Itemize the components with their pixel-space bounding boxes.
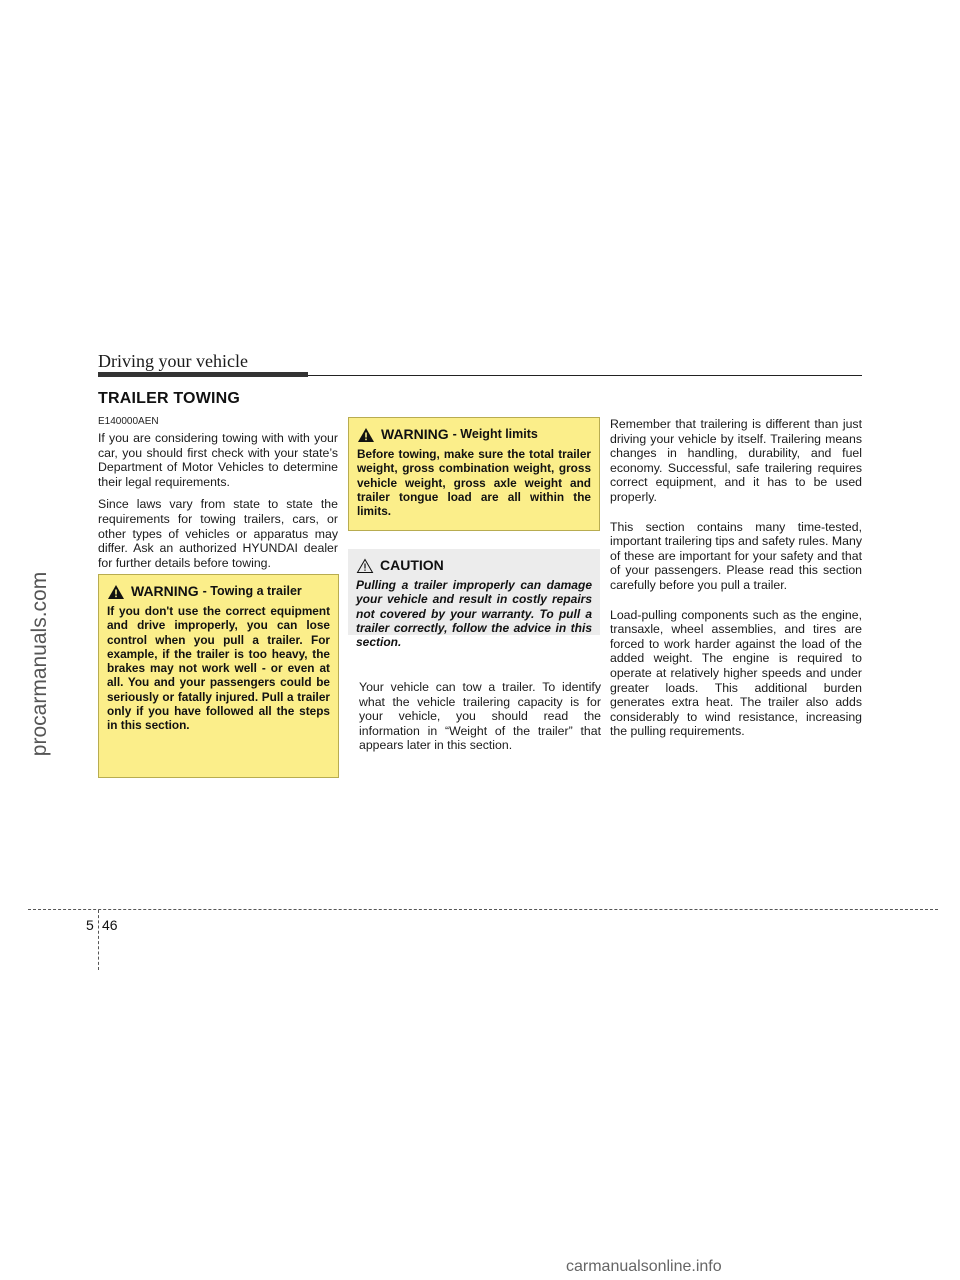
warning-body: Before towing, make sure the total trailer weight, gross combination weight, gross vehicle weight, gross axle weight and trailer tongue load are all within the limits. <box>357 447 591 519</box>
caution-body: Pulling a trailer improperly can damage your vehicle and result in costly repairs not covered by your warranty. To pull a trailer correctly, follow the advice in this section. <box>356 578 592 650</box>
caution-label: CAUTION <box>380 557 444 573</box>
trailering-text <box>610 417 862 754</box>
watermark-left: procarmanuals.com <box>28 571 51 757</box>
paragraph: Since laws vary from state to state the requirements for towing trailers, cars, or other types of vehicles or apparatus may differ. Ask an authorized HYUNDAI dealer for further details before towing. <box>98 497 338 570</box>
section-code: E140000AEN <box>98 416 159 427</box>
warning-triangle-icon <box>107 584 125 600</box>
footer-rule <box>28 909 938 910</box>
paragraph: This section contains many time-tested, important trailering tips and safety rules. Many of these are important for your safety and that of your passengers. Please read this section carefully before you pull a trailer. <box>610 519 862 592</box>
caution-box <box>348 549 600 650</box>
watermark-bottom: carmanualsonline.info <box>566 1258 722 1275</box>
warning-towing-box <box>98 574 339 778</box>
paragraph: Load-pulling components such as the engine, transaxle, wheel assemblies, and tires are forced to work harder against the load of the added weight. The engine is required to operate at relatively higher speeds and under greater loads. This additional burden generates extra heat. The trailer also adds considerably to wind resistance, increasing the pulling requirements. <box>610 607 862 739</box>
warning-weight-box <box>348 417 600 531</box>
warning-triangle-icon <box>357 427 375 443</box>
intro-text <box>98 431 338 578</box>
page-header-title: Driving your vehicle <box>98 351 248 371</box>
warning-body: If you don't use the correct equipment and drive improperly, you can lose control when you pull a trailer. For example, if the trailer is too heavy, the brakes may not work well - or even at all. You and your passengers could be seriously or fatally injured. Pull a trailer only if you have followed all the steps in this section. <box>107 604 330 733</box>
warning-label: WARNING <box>131 583 199 599</box>
paragraph: If you are considering towing with with your car, you should first check with your state’s Department of Motor Vehicles to determine their legal requirements. <box>98 431 338 489</box>
chapter-number: 5 <box>86 917 94 933</box>
warning-subtitle: - Towing a trailer <box>202 584 302 598</box>
caution-triangle-icon <box>356 558 374 574</box>
warning-subtitle: - Weight limits <box>452 427 538 441</box>
warning-label: WARNING <box>381 426 449 442</box>
paragraph: Your vehicle can tow a trailer. To identify what the vehicle trailering capacity is for your vehicle, you should read the information in “Weight of the trailer” that appears later in this section. <box>359 680 601 753</box>
paragraph: Remember that trailering is different than just driving your vehicle by itself. Trailering means changes in handling, durability, and fuel economy. Successful, safe trailering requires correct equipment, and it has to be used properly. <box>610 417 862 504</box>
header-rule-accent <box>98 372 308 377</box>
page-number: 46 <box>102 917 118 933</box>
capacity-text <box>359 680 601 761</box>
footer-divider <box>98 910 99 970</box>
section-title: TRAILER TOWING <box>98 390 241 407</box>
